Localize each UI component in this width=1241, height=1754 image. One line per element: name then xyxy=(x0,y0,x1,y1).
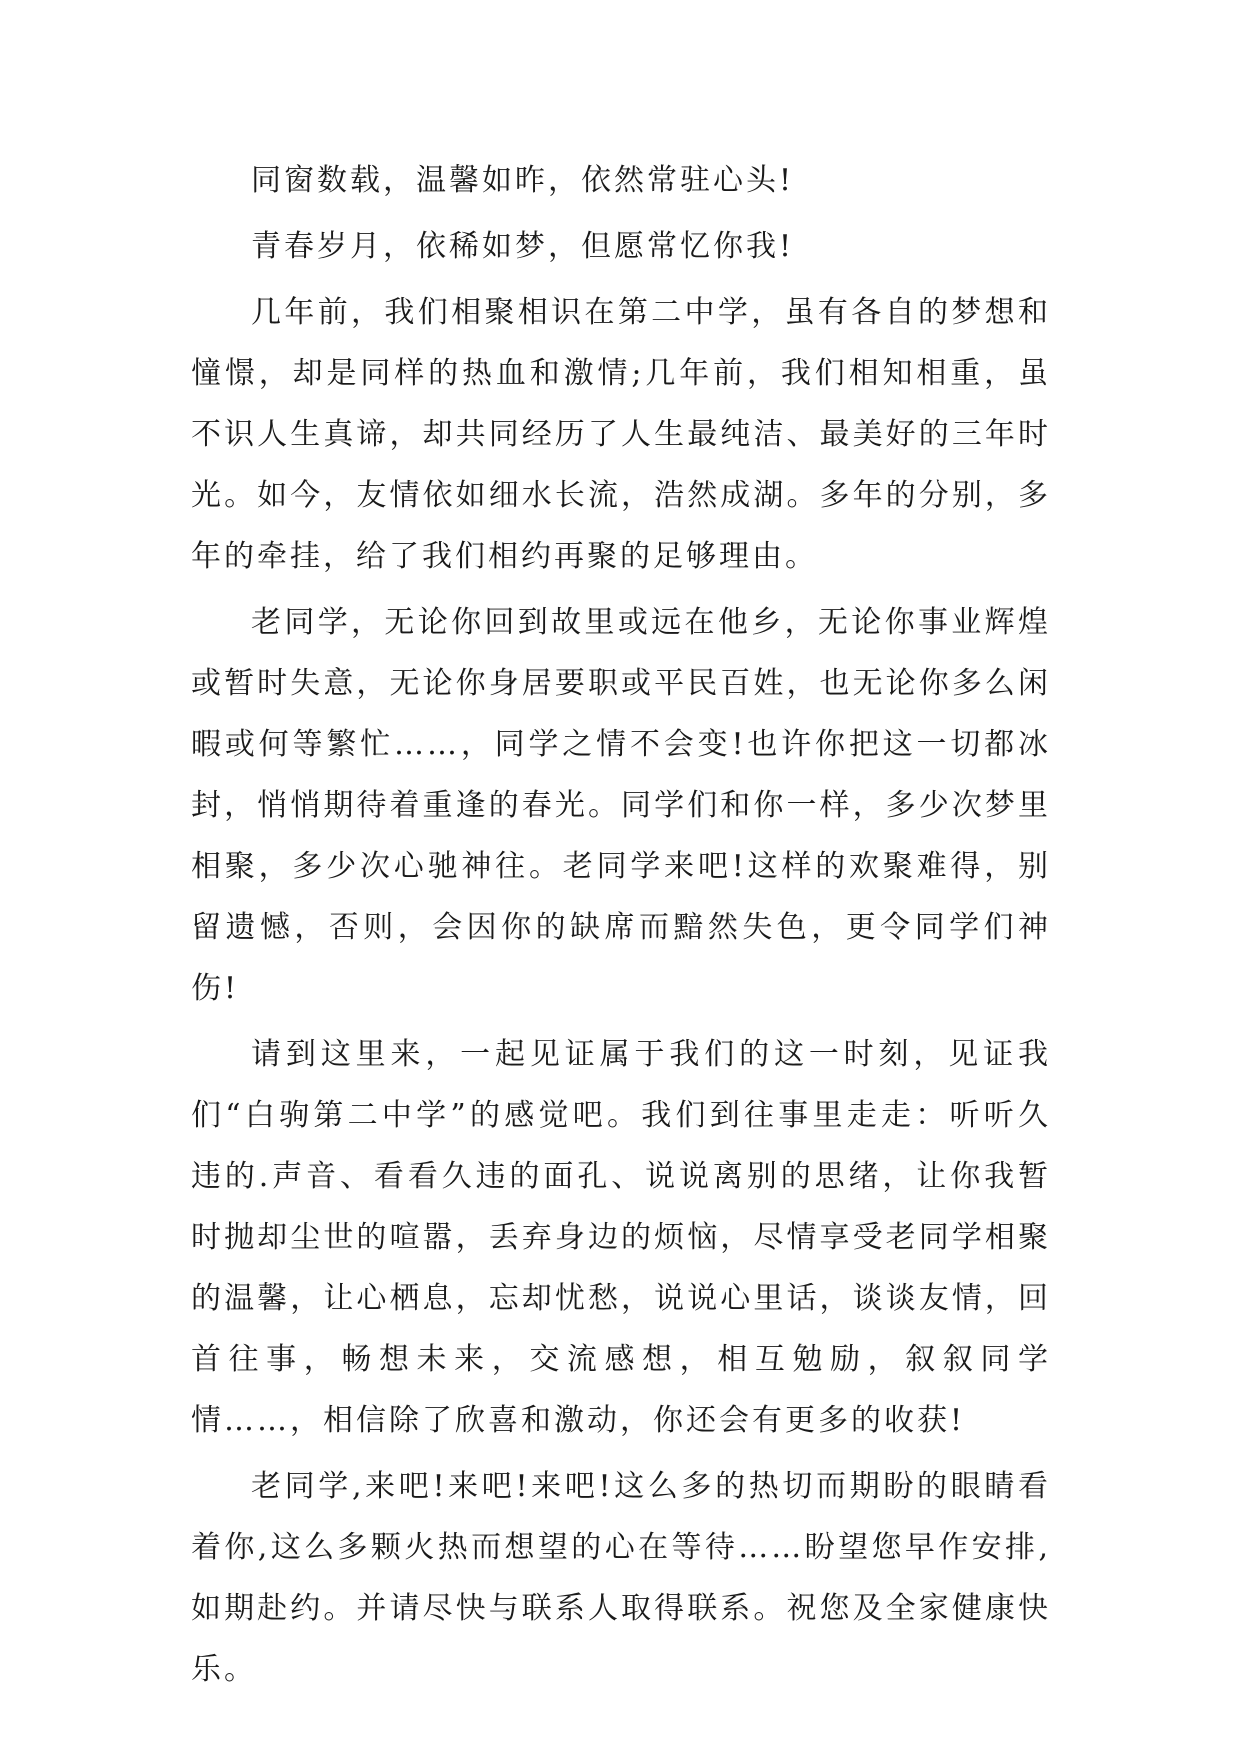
paragraph-3: 几年前，我们相聚相识在第二中学，虽有各自的梦想和憧憬，却是同样的热血和激情;几年前，我们相知相重，虽不识人生真谛，却共同经历了人生最纯洁、最美好的三年时光。如今，友情依如细水长流，浩然成湖。多年的分别，多年的牵挂，给了我们相约再聚的足够理由。 xyxy=(191,295,1051,574)
paragraph-6: 老同学,来吧!来吧!来吧!这么多的热切而期盼的眼睛看着你,这么多颗火热而想望的心在等待……盼望您早作安排,如期赴约。并请尽快与联系人取得联系。祝您及全家健康快乐。 xyxy=(191,1469,1051,1687)
paragraph-2: 青春岁月，依稀如梦，但愿常忆你我! xyxy=(251,229,795,264)
paragraph-4: 老同学，无论你回到故里或远在他乡，无论你事业辉煌或暂时失意，无论你身居要职或平民百姓，也无论你多么闲暇或何等繁忙……，同学之情不会变!也许你把这一切都冰封，悄悄期待着重逢的春光。同学们和你一样，多少次梦里相聚，多少次心驰神往。老同学来吧!这样的欢聚难得，别留遗憾，否则，会因你的缺席而黯然失色，更令同学们神伤! xyxy=(191,605,1051,1006)
letter-body xyxy=(191,150,1051,1705)
paragraph-1: 同窗数载，温馨如昨，依然常驻心头! xyxy=(251,163,795,198)
paragraph-5: 请到这里来，一起见证属于我们的这一时刻，见证我们“白驹第二中学”的感觉吧。我们到往事里走走：听听久违的.声音、看看久违的面孔、说说离别的思绪，让你我暂时抛却尘世的喧嚣，丢弃身边的烦恼，尽情享受老同学相聚的温馨，让心栖息，忘却忧愁，说说心里话，谈谈友情，回首往事，畅想未来，交流感想，相互勉励，叙叙同学情……，相信除了欣喜和激动，你还会有更多的收获! xyxy=(191,1037,1051,1438)
